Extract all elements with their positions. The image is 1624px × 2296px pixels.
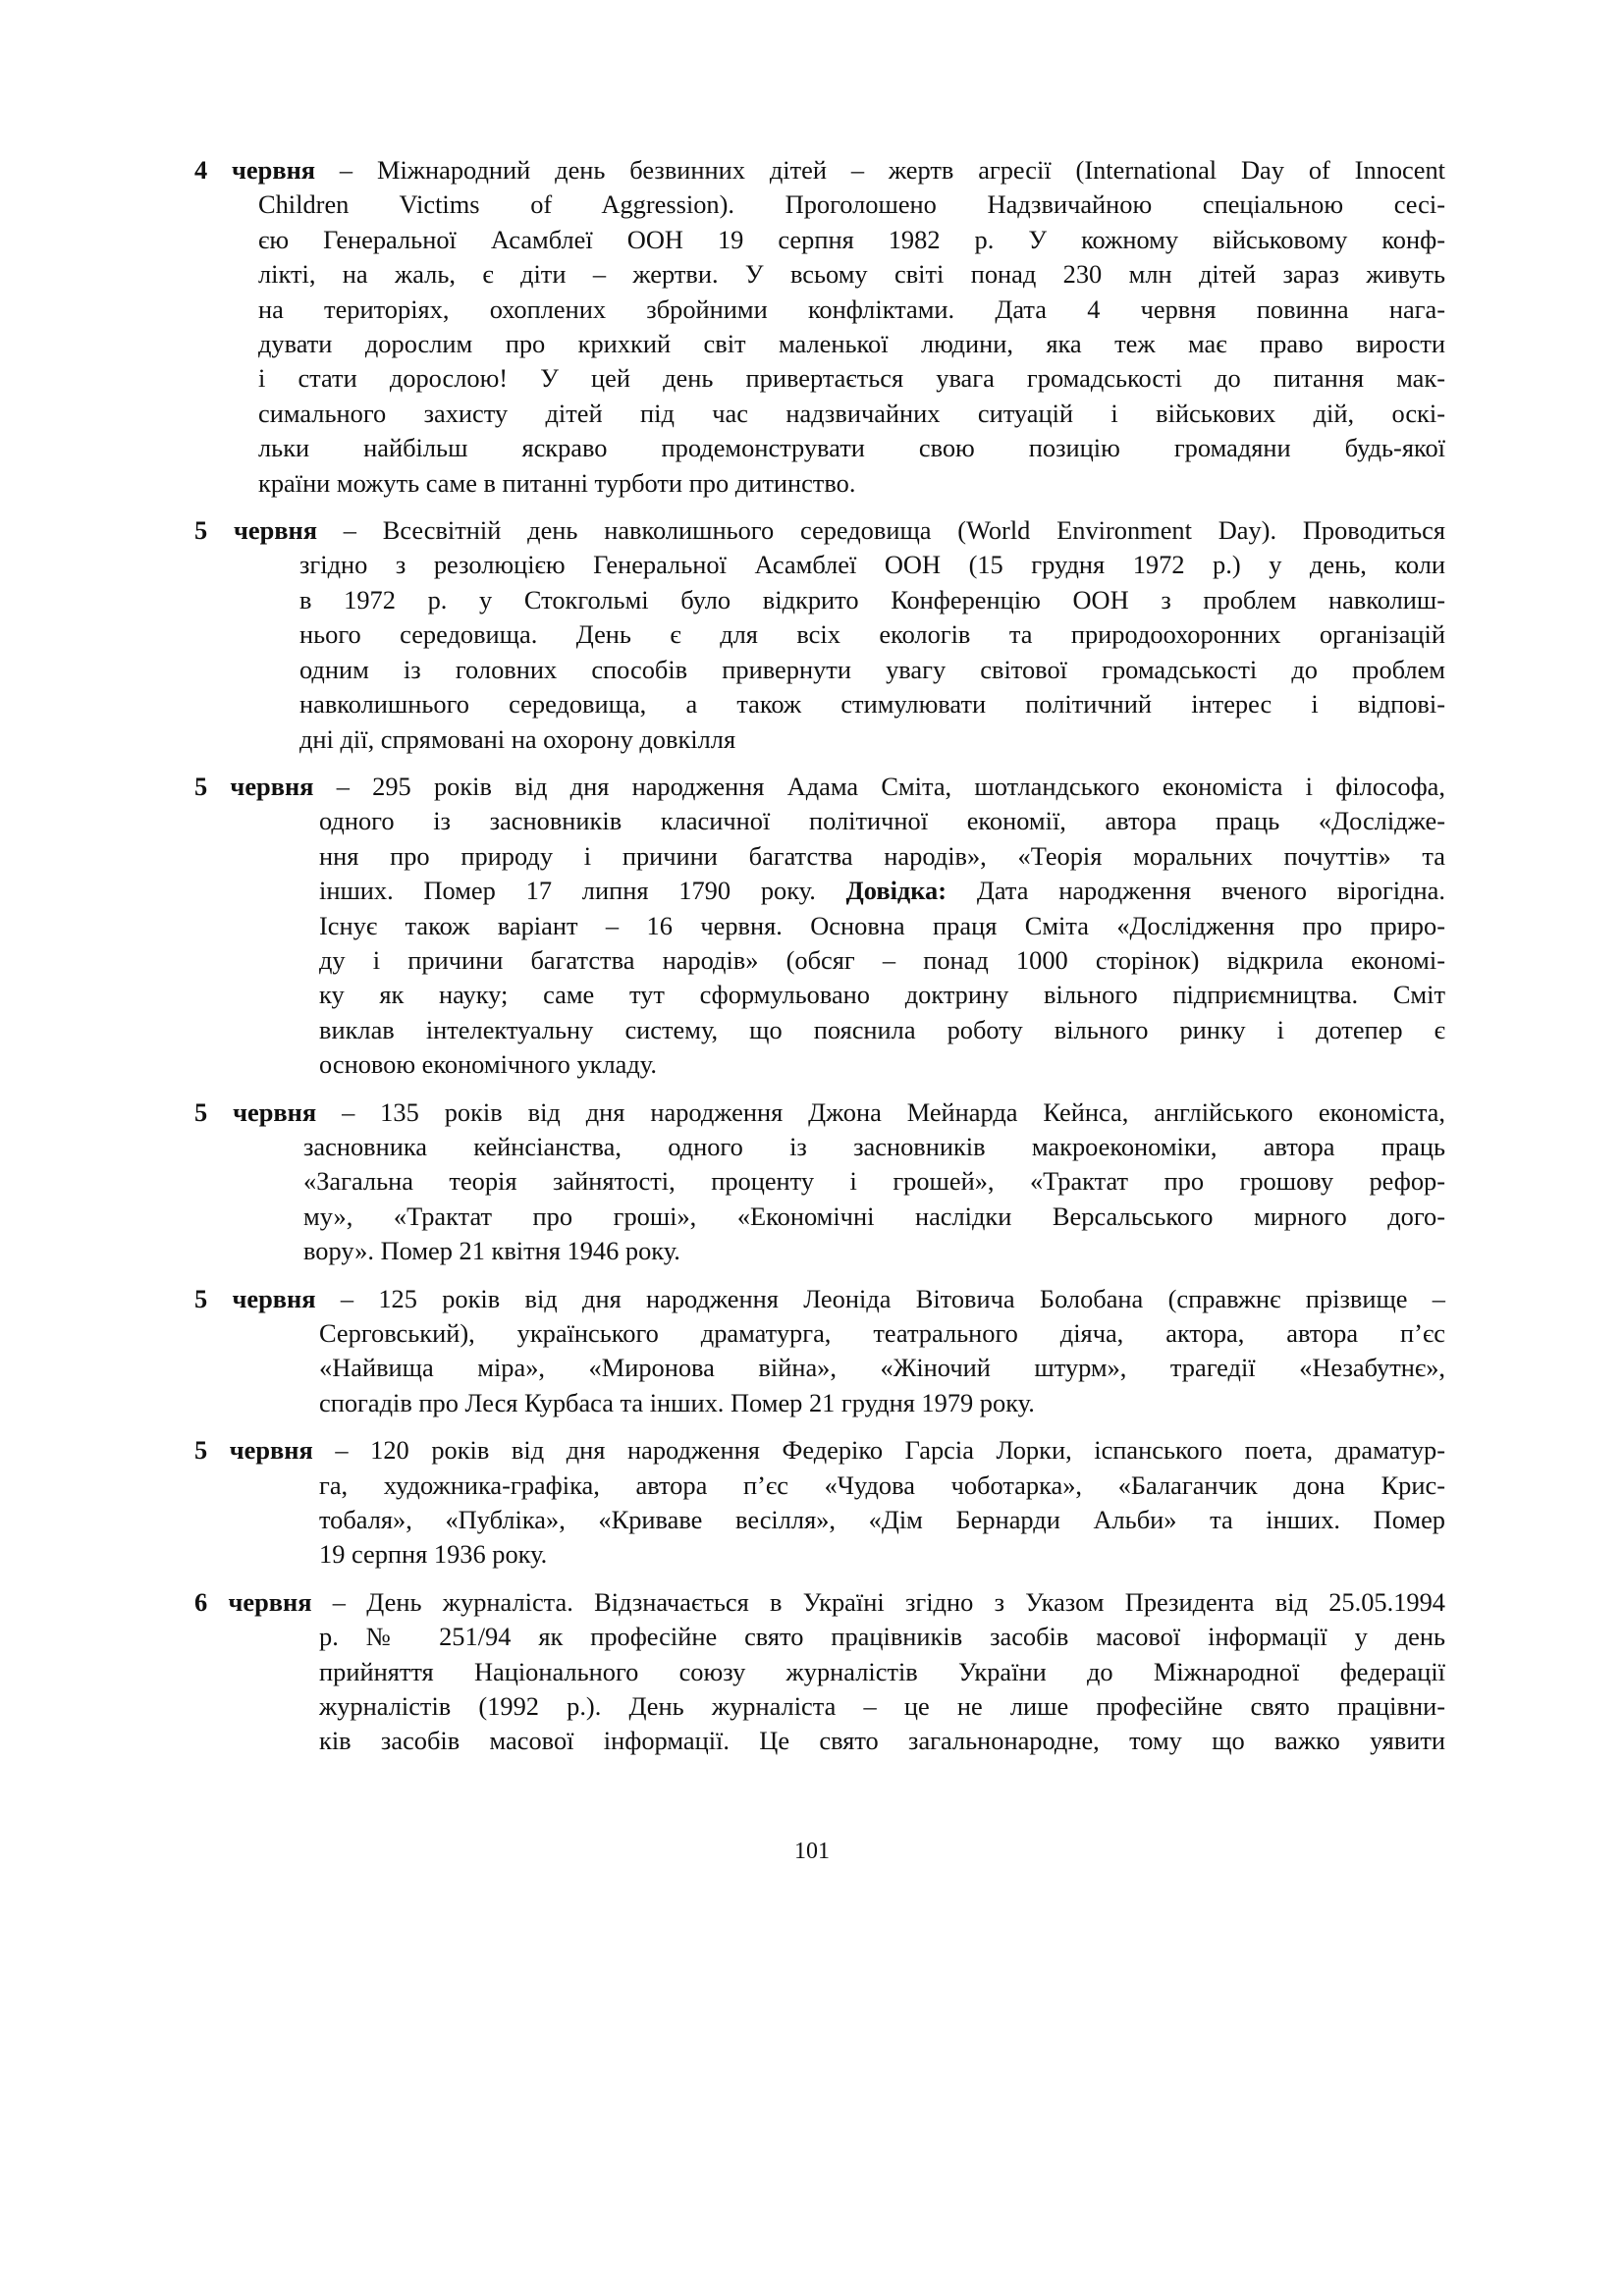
entry-text-line: засновника кейнсіанства, одного із засновників макроекономіки, автора праць <box>303 1131 1445 1161</box>
entry-date: 5 червня <box>194 1283 316 1313</box>
entry-text-line: р. № 251/94 як професійне свято працівників засобів масової інформації у день <box>319 1622 1445 1652</box>
calendar-entry <box>194 1282 1445 1421</box>
entry-heading-text: – 135 років від дня народження Джона Мейнарда Кейнса, англійського економіста, <box>316 1096 1445 1127</box>
entry-heading-text: – Міжнародний день безвинних дітей – жертв агресії (International Day of Innocent <box>315 155 1445 185</box>
entry-date: 5 червня <box>194 771 314 801</box>
entry-text-line: 19 серпня 1936 року. <box>319 1539 548 1570</box>
entry-text-line: му», «Трактат про гроші», «Економічні наслідки Версальського мирного дого- <box>303 1201 1445 1231</box>
entry-text-line: Серговський), українського драматурга, театрального діяча, актора, автора п’єс <box>319 1318 1445 1348</box>
entry-text-line: «Найвища міра», «Миронова війна», «Жіночий штурм», трагедії «Незабутнє», <box>319 1353 1445 1383</box>
entry-text-line: нього середовища. День є для всіх екологів та природоохоронних організацій <box>299 619 1445 650</box>
entry-text-line: спогадів про Леся Курбаса та інших. Помер 21 грудня 1979 року. <box>319 1387 1035 1417</box>
text-segment: ду і причини багатства народів» (обсяг – понад 1000 сторінок) відкрила економі- <box>319 944 1445 975</box>
entry-text-line <box>319 909 1445 943</box>
calendar-entry <box>194 153 1445 501</box>
document-page <box>194 153 1445 1772</box>
calendar-entry <box>194 513 1445 757</box>
entry-first-line <box>194 1433 1445 1468</box>
entry-text-line <box>319 874 1445 908</box>
entry-text-line: єю Генеральної Асамблеї ООН 19 серпня 1982 р. У кожному військовому конф- <box>258 224 1445 254</box>
entry-first-line <box>194 1095 1445 1130</box>
entry-text-line: згідно з резолюцією Генеральної Асамблеї ООН (15 грудня 1972 р.) у день, коли <box>299 550 1445 580</box>
entry-text-line: одним із головних способів привернути увагу світової громадськості до проблем <box>299 654 1445 684</box>
entry-text-line <box>319 804 1445 838</box>
entry-text-line: ків засобів масової інформації. Це свято загальнонародне, тому що важко уявити <box>319 1726 1445 1756</box>
entry-text-line <box>319 943 1445 978</box>
calendar-entry <box>194 1095 1445 1269</box>
entry-heading-text: – День журналіста. Відзначається в Україні згідно з Указом Президента від 25.05.1994 <box>311 1586 1445 1617</box>
entry-text-line: симального захисту дітей під час надзвичайних ситуацій і військових дій, оскі- <box>258 398 1445 428</box>
entry-text-line <box>319 839 1445 874</box>
entry-text-line: прийняття Національного союзу журналістів України до Міжнародної федерації <box>319 1656 1445 1686</box>
entry-text-line: країни можуть саме в питанні турботи про дитинство. <box>258 467 856 498</box>
entry-text-line: на територіях, охоплених збройними конфліктами. Дата 4 червня повинна нага- <box>258 294 1445 324</box>
entry-text-line <box>319 1047 1445 1082</box>
entry-date: 5 червня <box>194 1096 317 1127</box>
entry-text-line: вору». Помер 21 квітня 1946 року. <box>303 1236 680 1266</box>
calendar-entry <box>194 1585 1445 1759</box>
entry-text-line: і стати дорослою! У цей день привертається увага громадськості до питання мак- <box>258 363 1445 394</box>
text-segment: інших. Помер 17 липня 1790 року. <box>319 876 846 906</box>
entry-text-line: льки найбільш яскраво продемонструвати свою позицію громадяни будь-якої <box>258 433 1445 463</box>
text-segment: виклав інтелектуальну систему, що пояснила роботу вільного ринку і дотепер є <box>319 1014 1445 1044</box>
entry-date: 5 червня <box>194 1435 313 1466</box>
entry-text-line: «Загальна теорія зайнятості, проценту і грошей», «Трактат про грошову рефор- <box>303 1166 1445 1197</box>
entry-text-line <box>319 1013 1445 1047</box>
entry-date: 4 червня <box>194 155 316 185</box>
entry-date: 6 червня <box>194 1586 312 1617</box>
entry-heading-text: – 295 років від дня народження Адама Сміта, шотландського економіста і філософа, <box>313 771 1445 801</box>
text-segment: Існує також варіант – 16 червня. Основна праця Сміта «Дослідження про приро- <box>319 910 1445 940</box>
bold-label: Довідка: <box>845 876 947 906</box>
entry-date: 5 червня <box>194 515 317 546</box>
entry-first-line <box>194 1282 1445 1316</box>
entry-text-line: лікті, на жаль, є діти – жертви. У всьому світі понад 230 млн дітей зараз живуть <box>258 259 1445 290</box>
entry-text-line <box>319 978 1445 1012</box>
entry-text-line: га, художника-графіка, автора п’єс «Чудова чоботарка», «Балаганчик дона Крис- <box>319 1469 1445 1500</box>
text-segment: одного із засновників класичної політичної економії, автора праць «Дослідже- <box>319 806 1445 836</box>
entry-first-line <box>194 153 1445 187</box>
entry-text-line: навколишнього середовища, а також стимулювати політичний інтерес і відпові- <box>299 689 1445 720</box>
page-number: 101 <box>794 1839 830 1864</box>
entry-text-line: Children Victims of Aggression). Проголошено Надзвичайною спеціальною сесі- <box>258 189 1445 220</box>
calendar-entry <box>194 770 1445 1083</box>
entry-text-line: журналістів (1992 р.). День журналіста – це не лише професійне свято працівни- <box>319 1691 1445 1722</box>
text-segment: ку як науку; саме тут сформульовано доктрину вільного підприємництва. Сміт <box>319 980 1445 1010</box>
entry-heading-text: – 125 років від дня народження Леоніда Вітовича Болобана (справжнє прізвище – <box>315 1283 1445 1313</box>
entry-first-line <box>194 1585 1445 1620</box>
entry-first-line <box>194 770 1445 804</box>
entry-text-line: дні дії, спрямовані на охорону довкілля <box>299 723 736 754</box>
entry-heading-text: – 120 років від дня народження Федеріко Гарсіа Лорки, іспанського поета, драматур- <box>312 1435 1445 1466</box>
entry-heading-text: – Всесвітній день навколишнього середовища (World Environment Day). Проводиться <box>316 515 1445 546</box>
entry-text-line: дувати дорослим про крихкий світ маленької людини, яка теж має право вирости <box>258 329 1445 359</box>
text-segment: основою економічного укладу. <box>319 1049 657 1080</box>
calendar-entry <box>194 1433 1445 1573</box>
text-segment: ння про природу і причини багатства народів», «Теорія моральних почуттів» та <box>319 840 1445 871</box>
entry-text-line: тобаля», «Публіка», «Криваве весілля», «Дім Бернарди Альби» та інших. Помер <box>319 1505 1445 1535</box>
entry-text-line: в 1972 р. у Стокгольмі було відкрито Конференцію ООН з проблем навколиш- <box>299 584 1445 614</box>
text-segment: Дата народження вченого вірогідна. <box>947 876 1445 906</box>
entry-first-line <box>194 513 1445 548</box>
